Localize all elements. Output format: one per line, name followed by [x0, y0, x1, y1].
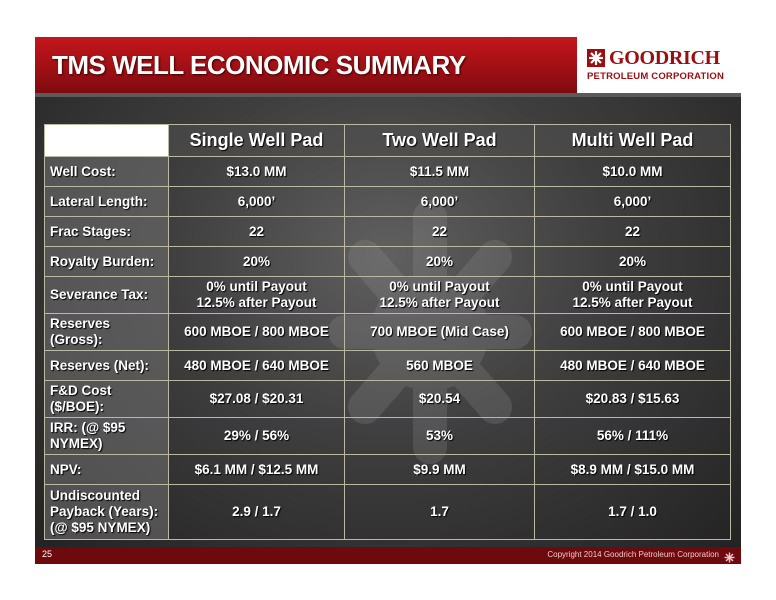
- cell-two: 6,000’: [345, 187, 535, 217]
- row-label: Undiscounted Payback (Years): (@ $95 NYMEX): [45, 485, 169, 540]
- cell-two: 22: [345, 217, 535, 247]
- table-header-row: [45, 125, 731, 157]
- cell-multi: 0% until Payout 12.5% after Payout: [535, 277, 731, 314]
- row-label: Severance Tax:: [45, 277, 169, 314]
- row-label: Reserves (Net):: [45, 351, 169, 381]
- cell-single: 29% / 56%: [169, 418, 345, 455]
- row-label: F&D Cost ($/BOE):: [45, 381, 169, 418]
- column-header-multi-well-pad: Multi Well Pad: [535, 125, 731, 157]
- row-label: Well Cost:: [45, 157, 169, 187]
- cell-two: 20%: [345, 247, 535, 277]
- table-row-npv: [45, 455, 731, 485]
- cell-multi: $8.9 MM / $15.0 MM: [535, 455, 731, 485]
- cell-multi: 22: [535, 217, 731, 247]
- table-row-reserves-net: [45, 351, 731, 381]
- copyright-text: Copyright 2014 Goodrich Petroleum Corporation: [547, 550, 719, 559]
- logo-subtitle: PETROLEUM CORPORATION: [587, 71, 725, 82]
- cell-single: $27.08 / $20.31: [169, 381, 345, 418]
- logo-name: GOODRICH: [609, 47, 720, 69]
- goodrich-star-icon: [587, 49, 605, 67]
- cell-single: 2.9 / 1.7: [169, 485, 345, 540]
- row-label: Reserves (Gross):: [45, 314, 169, 351]
- table-row-reserves-gross: [45, 314, 731, 351]
- cell-two: $20.54: [345, 381, 535, 418]
- goodrich-small-star-icon: [724, 550, 735, 564]
- table-row-irr: [45, 418, 731, 455]
- cell-two: 0% until Payout 12.5% after Payout: [345, 277, 535, 314]
- cell-multi: 480 MBOE / 640 MBOE: [535, 351, 731, 381]
- row-label: NPV:: [45, 455, 169, 485]
- column-header-two-well-pad: Two Well Pad: [345, 125, 535, 157]
- table-row-frac-stages: [45, 217, 731, 247]
- company-logo: [577, 37, 741, 93]
- row-label: Royalty Burden:: [45, 247, 169, 277]
- table-row-fd-cost: [45, 381, 731, 418]
- cell-single: 0% until Payout 12.5% after Payout: [169, 277, 345, 314]
- cell-multi: 6,000’: [535, 187, 731, 217]
- page-number: 25: [42, 549, 53, 559]
- cell-two: 53%: [345, 418, 535, 455]
- cell-multi: $20.83 / $15.63: [535, 381, 731, 418]
- cell-two: 700 MBOE (Mid Case): [345, 314, 535, 351]
- cell-multi: $10.0 MM: [535, 157, 731, 187]
- cell-single: $6.1 MM / $12.5 MM: [169, 455, 345, 485]
- table-corner-cell: [45, 125, 169, 157]
- cell-single: 600 MBOE / 800 MBOE: [169, 314, 345, 351]
- title-bar: [35, 37, 741, 93]
- table-row-royalty-burden: [45, 247, 731, 277]
- cell-single: 22: [169, 217, 345, 247]
- cell-single: 20%: [169, 247, 345, 277]
- cell-multi: 600 MBOE / 800 MBOE: [535, 314, 731, 351]
- cell-single: 480 MBOE / 640 MBOE: [169, 351, 345, 381]
- table-row-severance-tax: [45, 277, 731, 314]
- table-row-payback: [45, 485, 731, 540]
- row-label: IRR: (@ $95 NYMEX): [45, 418, 169, 455]
- cell-two: $11.5 MM: [345, 157, 535, 187]
- row-label: Frac Stages:: [45, 217, 169, 247]
- footer-bar: [35, 547, 741, 564]
- cell-multi: 56% / 111%: [535, 418, 731, 455]
- table-row-lateral-length: [45, 187, 731, 217]
- cell-single: $13.0 MM: [169, 157, 345, 187]
- economics-table: [44, 124, 731, 540]
- cell-two: 1.7: [345, 485, 535, 540]
- cell-multi: 20%: [535, 247, 731, 277]
- cell-single: 6,000’: [169, 187, 345, 217]
- table-row-well-cost: [45, 157, 731, 187]
- column-header-single-well-pad: Single Well Pad: [169, 125, 345, 157]
- cell-multi: 1.7 / 1.0: [535, 485, 731, 540]
- cell-two: $9.9 MM: [345, 455, 535, 485]
- slide-title: TMS WELL ECONOMIC SUMMARY: [52, 50, 466, 80]
- cell-two: 560 MBOE: [345, 351, 535, 381]
- row-label: Lateral Length:: [45, 187, 169, 217]
